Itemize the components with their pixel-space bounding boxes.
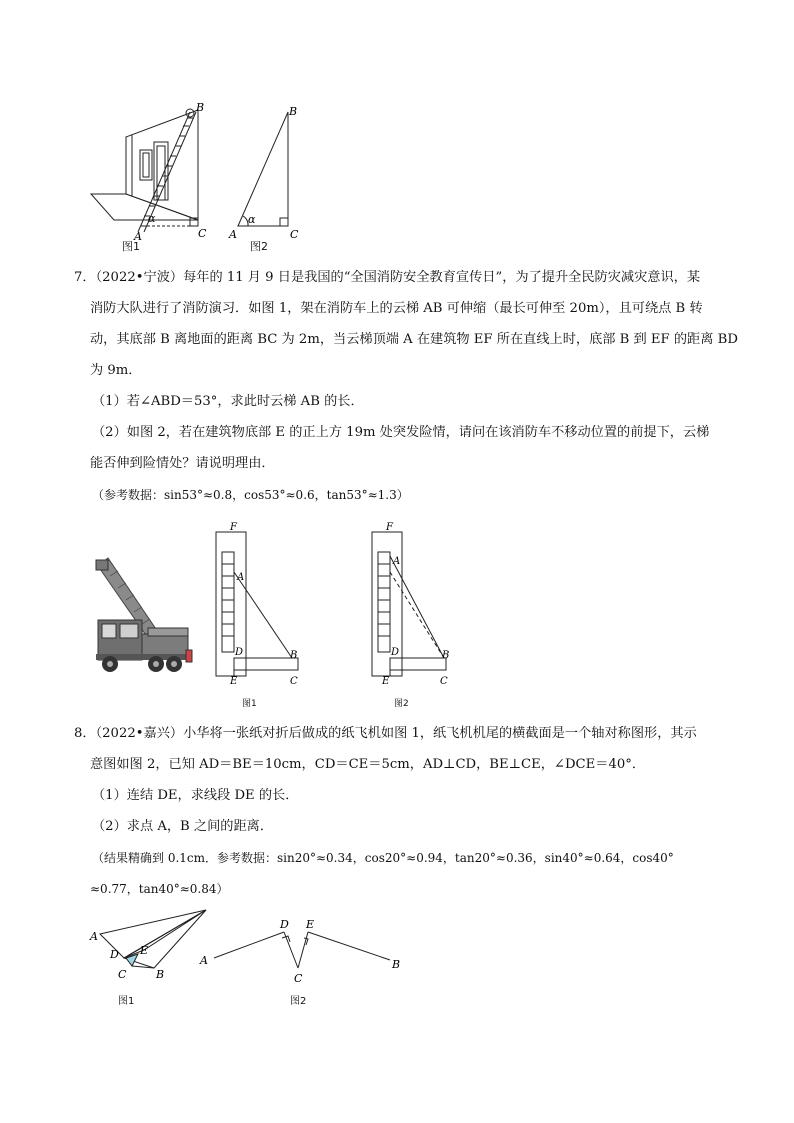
q8-figure-1-paper-plane	[88, 906, 212, 986]
q7-line-1: 7．（2022•宁波）每年的 11 月 9 日是我国的“全国消防安全教育宣传日”，为了提升全民防灾减灾意识，某	[74, 270, 701, 285]
q8-part1: （1）连结 DE，求线段 DE 的长．	[92, 788, 299, 803]
right-triangle-figure	[226, 102, 306, 242]
q7-part2-line-2: 能否伸到险情处？请说明理由．	[90, 456, 275, 471]
fig1-label-C: C	[198, 227, 207, 240]
q7f1-label-B: B	[290, 650, 298, 661]
q7-part2-line-1: （2）如图 2，若在建筑物底部 E 的正上方 19m 处突发险情，请问在该消防车不移动位置的前提下，云梯	[92, 425, 710, 440]
fig2-label-C: C	[290, 228, 299, 241]
q7f2-label-B: B	[442, 650, 450, 661]
q7f1-label-F: F	[230, 522, 237, 533]
q7f1-label-D: D	[235, 647, 244, 658]
q8f1-label-A: A	[90, 930, 98, 943]
q7f1-label-C: C	[290, 676, 298, 686]
q7f2-label-D: D	[391, 647, 400, 658]
q7f2-label-E: E	[382, 676, 390, 686]
q7-part1: （1）若∠ABD＝53°，求此时云梯 AB 的长．	[92, 394, 364, 409]
fig1-label-B: B	[196, 102, 205, 114]
q8f2-label-A: A	[200, 954, 208, 967]
q8f1-label-D: D	[110, 948, 119, 961]
fig1-alpha-label: α	[148, 212, 156, 225]
ladder-wall-figure	[86, 102, 216, 242]
q7-figure-1	[210, 518, 310, 686]
fire-truck-illustration	[92, 546, 198, 678]
q7-reference-data: （参考数据：sin53°≈0.8，cos53°≈0.6，tan53°≈1.3）	[92, 488, 409, 502]
q8f2-label-B: B	[392, 958, 401, 971]
fig1-label-A: A	[134, 230, 142, 242]
q8f1-label-E: E	[140, 944, 149, 957]
q7-line-3: 动，其底部 B 离地面的距离 BC 为 2m，当云梯顶端 A 在建筑物 EF 所在直线上时，底部 B 到 EF 的距离 BD	[90, 332, 738, 347]
q7-fig1-caption: 图1	[242, 699, 257, 709]
q8f2-label-D: D	[280, 918, 289, 931]
q8-part2: （2）求点 A，B 之间的距离．	[92, 819, 274, 834]
q7-figure-2	[366, 518, 466, 686]
fig2-alpha-label: α	[248, 213, 256, 226]
q8f1-label-C: C	[118, 968, 127, 981]
q7-line-4: 为 9m．	[90, 363, 142, 378]
q8f1-label-B: B	[156, 968, 165, 981]
fig2-label-B: B	[289, 105, 298, 118]
q7f2-label-A: A	[393, 556, 401, 567]
q7f1-label-A: A	[237, 572, 245, 583]
fig2-label-A: A	[229, 228, 237, 241]
q7f2-label-F: F	[386, 522, 393, 533]
q8f2-label-C: C	[294, 972, 303, 985]
q7-line-2: 消防大队进行了消防演习．如图 1，架在消防车上的云梯 AB 可伸缩（最长可伸至 20m），且可绕点 B 转	[90, 301, 703, 316]
q7-fig2-caption: 图2	[394, 699, 409, 709]
q8-line-1: 8．（2022•嘉兴）小华将一张纸对折后做成的纸飞机如图 1，纸飞机机尾的横截面是一个轴对称图形，其示	[74, 726, 697, 741]
top-fig1-caption: 图1	[122, 240, 140, 253]
top-fig2-caption: 图2	[250, 240, 268, 253]
q7f2-label-C: C	[440, 676, 448, 686]
q7f1-label-E: E	[230, 676, 238, 686]
q8-reference-line-2: ≈0.77，tan40°≈0.84）	[90, 882, 229, 896]
q8-reference-line-1: （结果精确到 0.1cm．参考数据：sin20°≈0.34，cos20°≈0.94，tan20°≈0.36，sin40°≈0.64，cos40°	[92, 851, 674, 865]
q8-fig1-caption: 图1	[118, 996, 135, 1007]
q8f2-label-E: E	[306, 918, 315, 931]
q8-fig2-caption: 图2	[290, 996, 307, 1007]
q8-line-2: 意图如图 2，已知 AD＝BE＝10cm，CD＝CE＝5cm，AD⊥CD，BE⊥CE，∠DCE＝40°．	[90, 757, 646, 772]
q8-figure-2-cross-section	[196, 914, 410, 986]
